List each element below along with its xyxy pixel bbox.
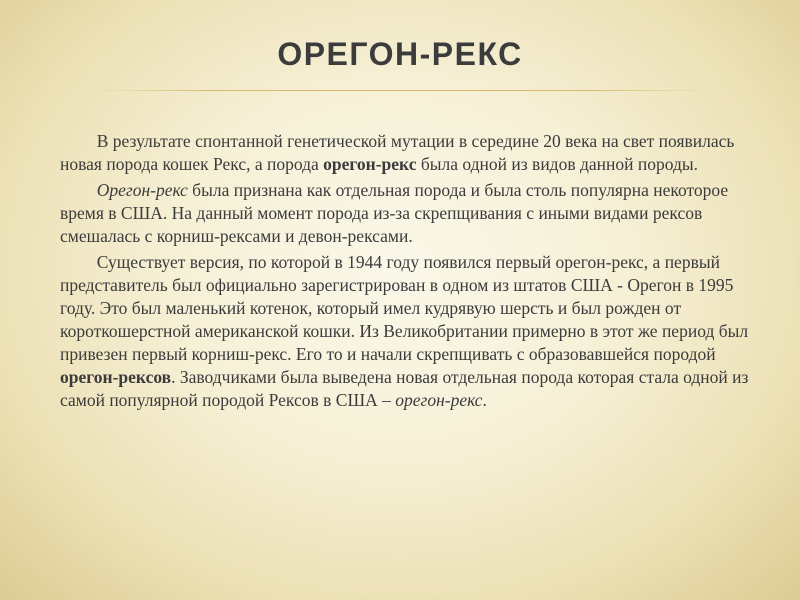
paragraph-1 <box>60 130 756 176</box>
paragraph-1-text-a: В результате спонтанной генетической мутации в середине 20 века на свет появилась новая порода кошек Рекс, а порода <box>60 131 735 174</box>
paragraph-3-text-e: . <box>482 390 487 410</box>
paragraph-2 <box>60 179 756 248</box>
paragraph-3-italic-term: орегон-рекс <box>395 390 483 410</box>
paragraph-2-text-b: была признана как отдельная порода и была столь популярна некоторое время в США. На данный момент порода из-за скрепщивания с иными видами рексов смешалась с корниш-рексами и девон-рексами. <box>60 180 729 246</box>
slide-body <box>60 130 756 415</box>
paragraph-3-bold-term: орегон-рексов <box>60 367 172 387</box>
title-underline <box>92 90 708 91</box>
paragraph-3-text-c: . Заводчиками была выведена новая отдельная порода которая стала одной из самой популярной породой Рексов в США – <box>60 367 749 410</box>
paragraph-3-text-a: Существует версия, по которой в 1944 году появился первый орегон-рекс, а первый представитель был официально зарегистрирован в одном из штатов США - Орегон в 1995 году. Это был маленький котенок, который имел кудрявую шерсть и был рожден от короткошерстной американской кошки. Из Великобритании примерно в этот же период был привезен первый корниш-рекс. Его то и начали скрепщивать с образовавшейся породой <box>60 252 749 364</box>
paragraph-3 <box>60 251 756 412</box>
paragraph-1-text-c: была одной из видов данной породы. <box>416 154 699 174</box>
paragraph-1-bold-term: орегон-рекс <box>323 154 417 174</box>
paragraph-2-italic-term: Орегон-рекс <box>96 180 188 200</box>
slide-title: ОРЕГОН-РЕКС <box>277 36 523 72</box>
